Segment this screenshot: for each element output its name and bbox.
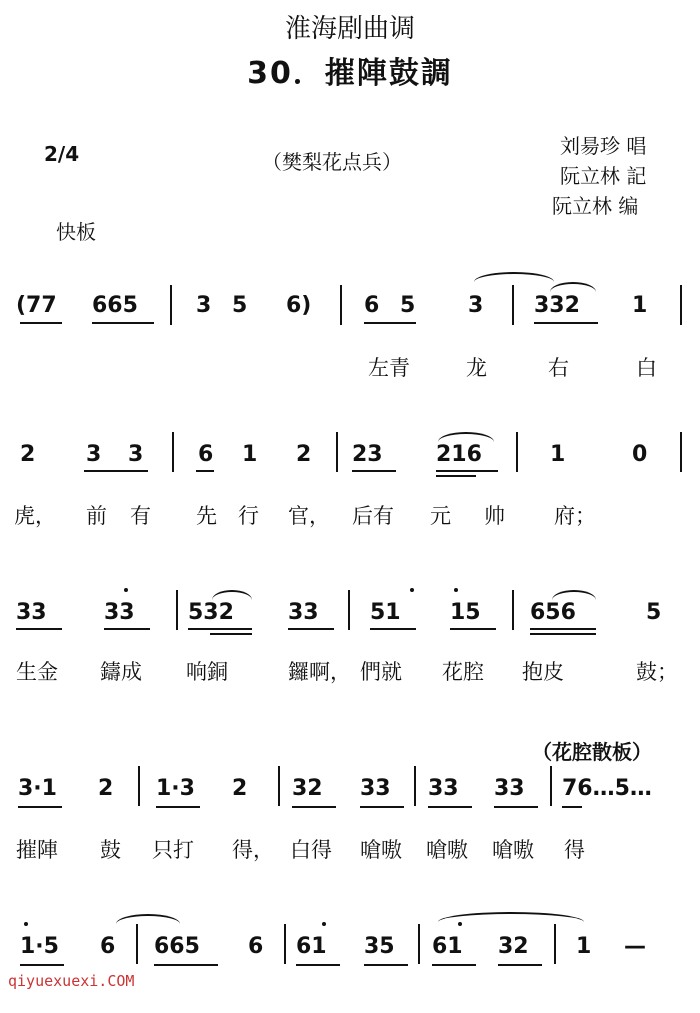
underline: [562, 806, 582, 808]
underline: [530, 633, 596, 635]
octave-dot: [458, 922, 462, 926]
credit-recorder: 阮立林 記: [560, 164, 647, 188]
note-group: 656: [530, 600, 576, 625]
note: 6: [364, 293, 380, 318]
underline: [428, 806, 472, 808]
barline: [138, 766, 140, 806]
credit-singer: 刘昜珍 唱: [560, 134, 647, 158]
lyric: 鼓: [100, 838, 121, 862]
barline: [512, 590, 514, 630]
barline: [680, 432, 682, 472]
barline: [418, 924, 420, 964]
lyric: 花腔: [442, 660, 484, 684]
note-group: 332: [534, 293, 580, 318]
lyric: 抱皮: [522, 660, 564, 684]
slur: [552, 590, 596, 600]
underline: [154, 964, 218, 966]
underline: [196, 470, 214, 472]
note-group: 23: [352, 442, 383, 467]
note: 0: [632, 442, 648, 467]
lyric: 得: [564, 838, 585, 862]
note-group: 3·1: [18, 776, 57, 801]
note: 6: [100, 934, 116, 959]
note: 1: [632, 293, 648, 318]
underline: [210, 633, 252, 635]
barline: [176, 590, 178, 630]
lyric: 白: [636, 356, 657, 380]
note-group: 665: [92, 293, 138, 318]
barline: [284, 924, 286, 964]
lyric: 們就: [360, 660, 402, 684]
lyric: 虎，: [14, 504, 56, 528]
note: 6: [198, 442, 214, 467]
underline: [188, 628, 252, 630]
note: 2: [296, 442, 312, 467]
lyric: 前: [86, 504, 107, 528]
note-group: 51: [370, 600, 401, 625]
note-group: 33: [288, 600, 319, 625]
underline: [352, 470, 396, 472]
underline: [104, 628, 150, 630]
barline: [170, 285, 172, 325]
note-group: 33: [16, 600, 47, 625]
underline: [84, 470, 148, 472]
underline: [288, 628, 334, 630]
lyric: 白得: [290, 838, 332, 862]
slur: [212, 590, 252, 600]
note: 5: [646, 600, 662, 625]
slur: [438, 432, 494, 442]
barline: [512, 285, 514, 325]
page-title: 30．摧陣鼓調: [247, 56, 453, 91]
note-group: 76…5…: [562, 776, 652, 801]
underline: [530, 628, 596, 630]
slur: [550, 282, 596, 292]
lyric: 先: [196, 504, 217, 528]
note: 5: [400, 293, 416, 318]
tie: [474, 272, 554, 282]
barline: [550, 766, 552, 806]
note-group: 61: [296, 934, 327, 959]
lyric: 嗆嗷: [360, 838, 402, 862]
lyric: 帅: [484, 504, 505, 528]
underline: [436, 475, 476, 477]
octave-dot: [24, 922, 28, 926]
note-group: 33: [494, 776, 525, 801]
note-group: 532: [188, 600, 234, 625]
lyric: 鼓；: [636, 660, 678, 684]
note: 2: [98, 776, 114, 801]
note: 6): [286, 293, 312, 318]
note: 3: [128, 442, 144, 467]
lyric: 府；: [554, 504, 596, 528]
lyric: 摧陣: [16, 838, 58, 862]
underline: [370, 628, 416, 630]
note-group: (77: [16, 293, 57, 318]
underline: [92, 322, 154, 324]
note: 5: [232, 293, 248, 318]
note-group: 15: [450, 600, 481, 625]
note: 3: [196, 293, 212, 318]
note: 2: [20, 442, 36, 467]
note-group: 35: [364, 934, 395, 959]
note: 1: [576, 934, 592, 959]
lyric: 嗆嗷: [426, 838, 468, 862]
underline: [20, 322, 62, 324]
octave-dot: [124, 588, 128, 592]
barline: [554, 924, 556, 964]
dash: —: [624, 934, 646, 959]
barline: [278, 766, 280, 806]
lyric: 得，: [232, 838, 274, 862]
lyric: 鑼啊，: [288, 660, 351, 684]
barline: [340, 285, 342, 325]
underline: [296, 964, 340, 966]
note: 1: [550, 442, 566, 467]
lyric: 有: [130, 504, 151, 528]
tempo-marking: 快板: [56, 220, 96, 244]
underline: [20, 964, 64, 966]
underline: [436, 470, 498, 472]
barline: [136, 924, 138, 964]
slur: [438, 912, 584, 922]
time-signature: 2/4: [44, 142, 80, 166]
underline: [498, 964, 542, 966]
lyric: 右: [548, 356, 569, 380]
lyric: 官，: [288, 504, 330, 528]
underline: [360, 806, 404, 808]
barline: [414, 766, 416, 806]
barline: [172, 432, 174, 472]
lyric: 龙: [466, 356, 487, 380]
lyric: 左青: [368, 356, 410, 380]
lyric: 只打: [152, 838, 194, 862]
lyric: 鑄成: [100, 660, 142, 684]
octave-dot: [322, 922, 326, 926]
note-group: 1·5: [20, 934, 59, 959]
underline: [18, 806, 62, 808]
octave-dot: [454, 588, 458, 592]
note: 3: [468, 293, 484, 318]
note-group: 33: [104, 600, 135, 625]
underline: [364, 964, 408, 966]
lyric: 行: [238, 504, 259, 528]
underline: [16, 628, 62, 630]
tie: [116, 914, 180, 924]
underline: [292, 806, 336, 808]
note-group: 216: [436, 442, 482, 467]
underline: [156, 806, 200, 808]
section-annotation: （花腔散板）: [532, 740, 652, 764]
note-group: 61: [432, 934, 463, 959]
note-group: 1·3: [156, 776, 195, 801]
note: 2: [232, 776, 248, 801]
barline: [516, 432, 518, 472]
note-group: 665: [154, 934, 200, 959]
note-group: 32: [498, 934, 529, 959]
underline: [450, 628, 496, 630]
underline: [534, 322, 598, 324]
lyric: 嗆嗷: [492, 838, 534, 862]
subtitle: 淮海剧曲调: [284, 14, 415, 44]
lyric: 后有: [352, 504, 394, 528]
note-group: 33: [360, 776, 391, 801]
barline: [680, 285, 682, 325]
lyric: 元: [430, 504, 451, 528]
barline: [348, 590, 350, 630]
underline: [432, 964, 476, 966]
note-group: 33: [428, 776, 459, 801]
watermark: qiyuexuexi.COM: [8, 972, 135, 990]
note: 6: [248, 934, 264, 959]
lyric: 响銅: [186, 660, 228, 684]
octave-dot: [410, 588, 414, 592]
tune-name: （樊梨花点兵）: [262, 150, 402, 174]
underline: [364, 322, 416, 324]
barline: [336, 432, 338, 472]
lyric: 生金: [16, 660, 58, 684]
credit-arranger: 阮立林 编: [552, 194, 639, 218]
note: 1: [242, 442, 258, 467]
note-group: 32: [292, 776, 323, 801]
note: 3: [86, 442, 102, 467]
underline: [494, 806, 538, 808]
